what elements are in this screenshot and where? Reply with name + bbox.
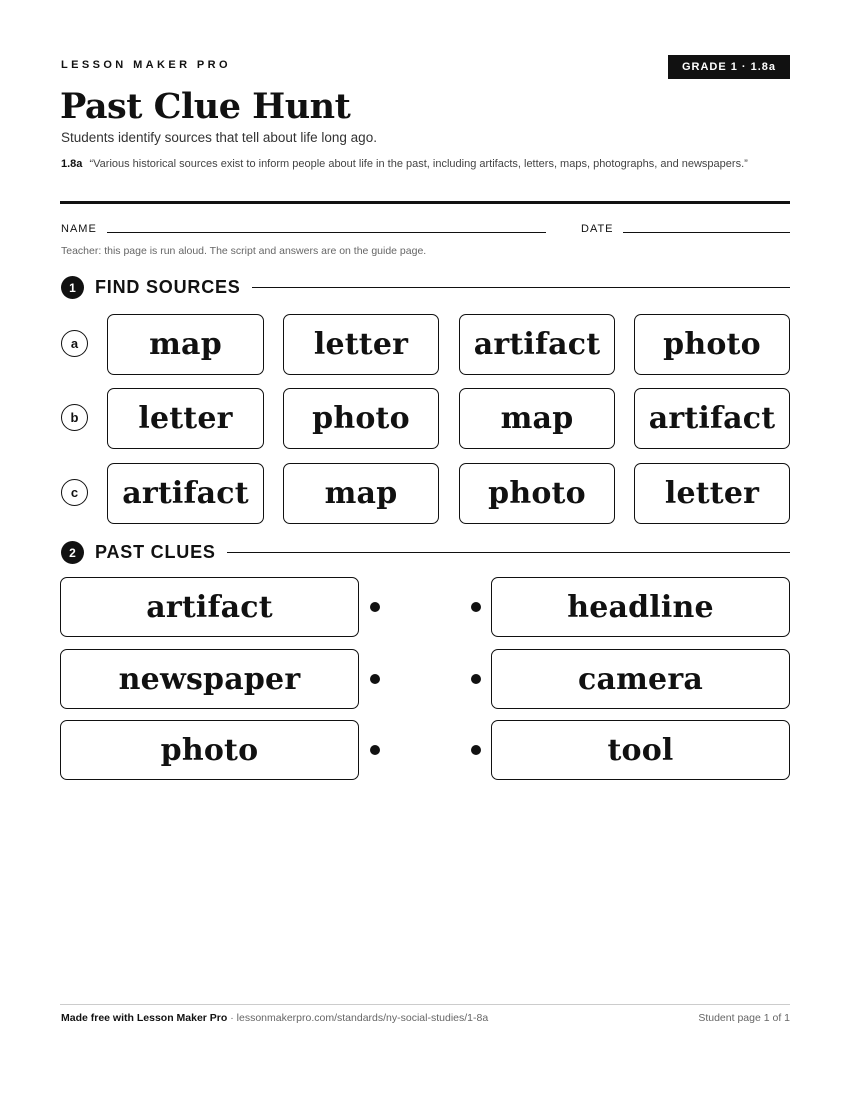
source-card[interactable]: artifact bbox=[107, 463, 264, 524]
footer-divider bbox=[60, 1004, 790, 1005]
section-number: 2 bbox=[61, 541, 84, 564]
section-find-sources-header bbox=[61, 276, 790, 299]
match-left-card[interactable]: photo bbox=[60, 720, 359, 780]
source-card[interactable]: letter bbox=[283, 314, 439, 375]
standard-code: 1.8a bbox=[61, 158, 83, 170]
row-letter-b: b bbox=[61, 404, 88, 431]
source-card[interactable]: artifact bbox=[634, 388, 790, 449]
match-right-card[interactable]: camera bbox=[491, 649, 790, 709]
source-card[interactable]: photo bbox=[634, 314, 790, 375]
section-number: 1 bbox=[61, 276, 84, 299]
match-right-card[interactable]: tool bbox=[491, 720, 790, 780]
name-label: NAME bbox=[61, 223, 97, 235]
standard-description bbox=[61, 156, 781, 173]
match-right-dot[interactable] bbox=[471, 745, 481, 755]
source-card[interactable]: artifact bbox=[459, 314, 615, 375]
brand-name: LESSON MAKER PRO bbox=[61, 59, 231, 71]
section-divider bbox=[252, 287, 790, 288]
footer-made-by: Made free with Lesson Maker Pro bbox=[61, 1012, 228, 1024]
section-title: PAST CLUES bbox=[95, 542, 216, 562]
source-card[interactable]: photo bbox=[283, 388, 439, 449]
footer-url[interactable]: · lessonmakerpro.com/standards/ny-social-studies/1-8a bbox=[227, 1012, 489, 1024]
source-card[interactable]: letter bbox=[107, 388, 264, 449]
match-left-card[interactable]: artifact bbox=[60, 577, 359, 637]
match-right-dot[interactable] bbox=[471, 674, 481, 684]
source-card[interactable]: photo bbox=[459, 463, 615, 524]
match-left-dot[interactable] bbox=[370, 745, 380, 755]
teacher-note: Teacher: this page is run aloud. The script and answers are on the guide page. bbox=[61, 245, 427, 257]
section-past-clues-header bbox=[61, 541, 790, 564]
section-title: FIND SOURCES bbox=[95, 277, 241, 297]
match-left-dot[interactable] bbox=[370, 674, 380, 684]
name-field[interactable] bbox=[107, 232, 546, 233]
date-field[interactable] bbox=[623, 232, 790, 233]
date-label: DATE bbox=[581, 223, 614, 235]
header-divider bbox=[60, 201, 790, 204]
page-title: Past Clue Hunt bbox=[60, 86, 351, 127]
match-right-card[interactable]: headline bbox=[491, 577, 790, 637]
row-letter-c: c bbox=[61, 479, 88, 506]
row-letter-a: a bbox=[61, 330, 88, 357]
footer-page-number: Student page 1 of 1 bbox=[698, 1012, 790, 1024]
grade-badge: GRADE 1 · 1.8a bbox=[668, 55, 790, 79]
standard-text: “Various historical sources exist to inform people about life in the past, including artifacts, letters, maps, photographs, and newspapers.” bbox=[89, 158, 748, 170]
section-divider bbox=[227, 552, 790, 553]
footer-credit bbox=[61, 1012, 488, 1024]
source-card[interactable]: map bbox=[283, 463, 439, 524]
match-left-card[interactable]: newspaper bbox=[60, 649, 359, 709]
source-card[interactable]: letter bbox=[634, 463, 790, 524]
match-left-dot[interactable] bbox=[370, 602, 380, 612]
source-card[interactable]: map bbox=[459, 388, 615, 449]
source-card[interactable]: map bbox=[107, 314, 264, 375]
page-subtitle: Students identify sources that tell about life long ago. bbox=[61, 130, 377, 145]
match-right-dot[interactable] bbox=[471, 602, 481, 612]
